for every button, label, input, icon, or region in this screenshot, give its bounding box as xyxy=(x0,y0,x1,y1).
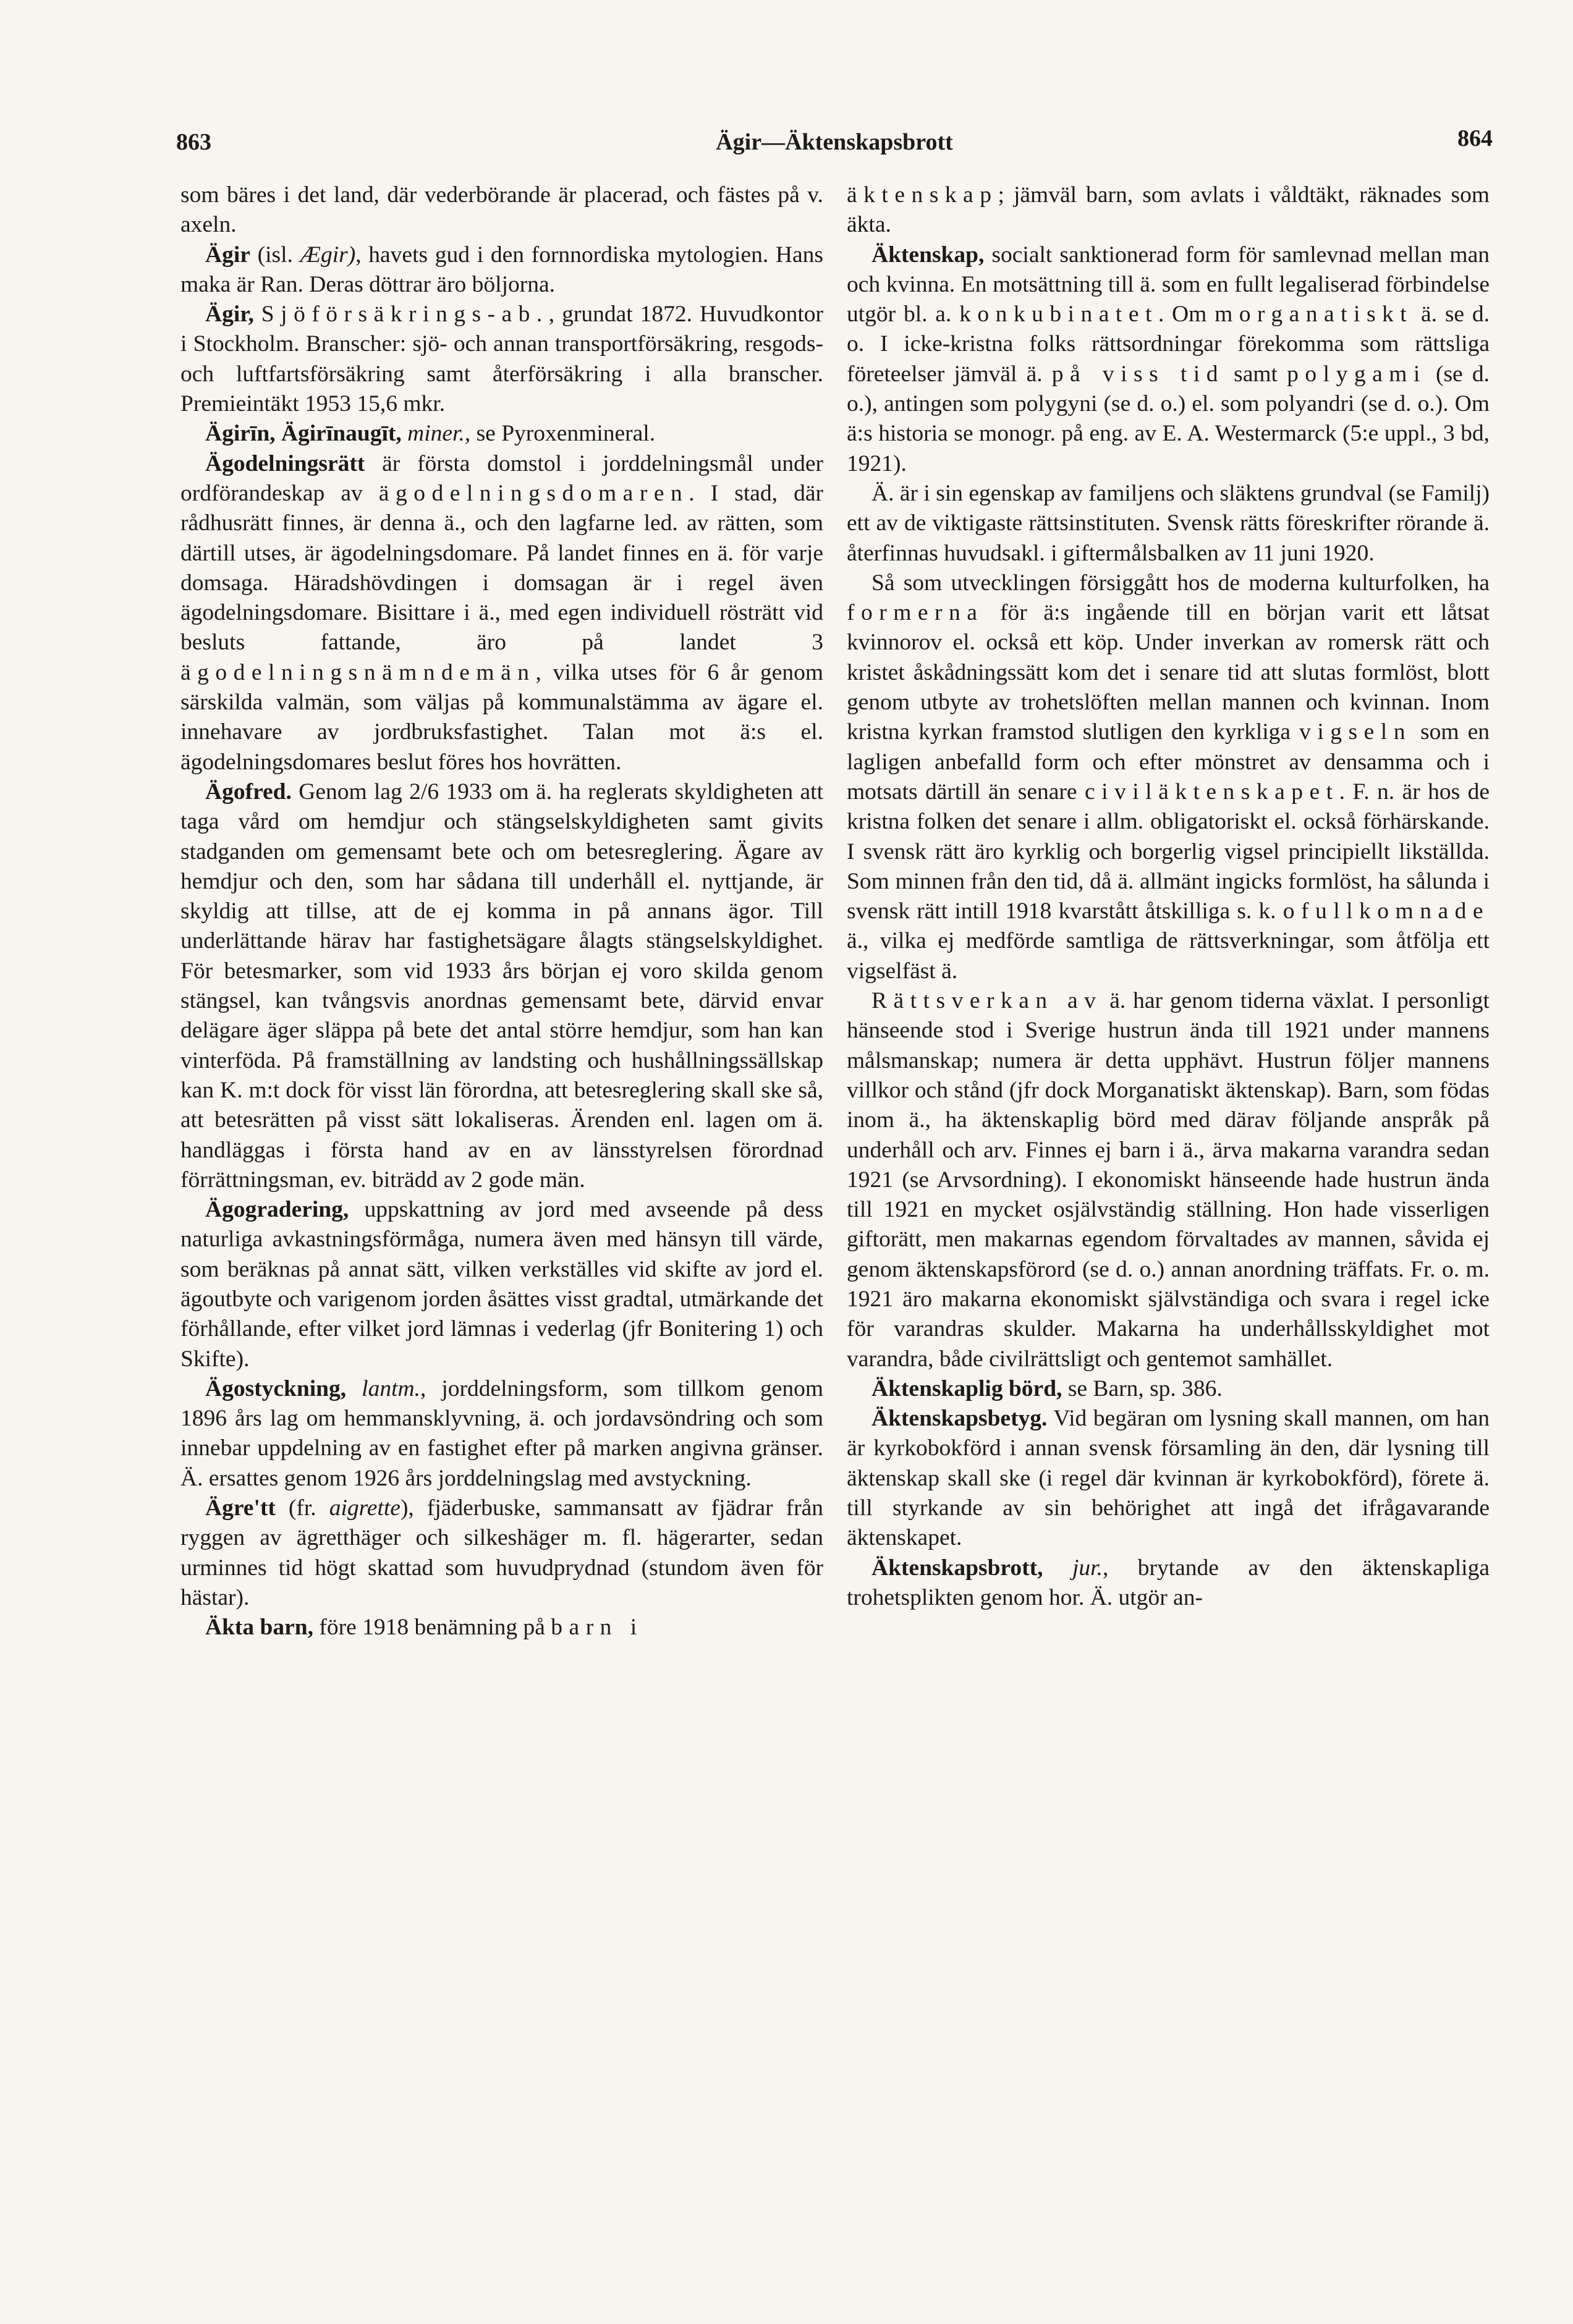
headword: Ägre'tt xyxy=(205,1495,276,1521)
article-paragraph xyxy=(847,986,1490,1374)
body-text: . I stad, där rådhusrätt finnes, är denna ä., och den lagfarne led. av rätten, som därtill utses, är ägodelningsdomare. På landet finnes en ä. för varje domsaga. Häradshövdingen i domsagan är i regel även ägodelningsdomare. Bisittare i ä., med egen individuell rösträtt vid besluts fattande, äro på landet 3 xyxy=(180,480,823,656)
body-text: som bäres i det land, där vederbörande är placerad, och fästes på v. axeln. xyxy=(180,182,823,238)
page-number-left: 863 xyxy=(176,129,211,155)
spaced-text: Rättsverkan av xyxy=(871,988,1103,1014)
right-column xyxy=(847,180,1490,1613)
headword: Ägofred. xyxy=(205,779,292,805)
article-paragraph xyxy=(847,568,1490,986)
spaced-text: konkubinatet xyxy=(959,302,1158,327)
article-paragraph xyxy=(180,1613,823,1642)
headword: Ägostyckning, xyxy=(205,1375,347,1401)
headword: Ägirīn, Ägirīnaugīt, xyxy=(205,421,402,447)
body-text: samt xyxy=(1224,361,1287,387)
headword: Äktenskap, xyxy=(871,242,985,268)
spaced-text: civiläktenskapet xyxy=(1084,779,1339,805)
body-text: Genom lag 2/6 1933 om ä. ha reglerats skyldigheten att taga vård om hemdjur och stängselskyldigheten samt givits stadganden om gemensamt bete och om betesreglering. Ägare av hemdjur och den, som har sådana till underhåll el. nyttjande, är skyldig att tillse, att de ej komma in på annans ägor. Till underlättande härav har fastighetsägare ålagts stängselskyldighet. För betesmarker, som vid 1933 års början ej voro skilda genom stängsel, kan tvångsvis anordnas gemensamt bete, därvid envar delägare äger släppa på bete det antal större hemdjur, som han kan vinterföda. På framställning av landsting och hushållningssällskap kan K. m:t dock för visst län förordna, att betesreglering skall ske så, att betesrätten på visst sätt lokaliseras. Ärenden enl. lagen om ä. handläggas i första hand av en av länsstyrelsen förordnad förrättningsman, ev. biträdd av 2 gode män. xyxy=(180,779,823,1193)
body-text: , jorddelningsform, som tillkom genom 1896 års lag om hemmansklyvning, ä. och jordavsöndring och som innebar uppdelning av en fastighet efter på marken angivna gränser. Ä. ersattes genom 1926 års jorddelningslag med avstyckning. xyxy=(180,1375,824,1491)
running-header xyxy=(176,125,1493,166)
article-paragraph xyxy=(180,1195,823,1374)
body-text: är första domstol i jorddelningsmål under ordförandeskap av xyxy=(180,450,823,506)
running-title: Ägir—Äktenskapsbrott xyxy=(716,129,953,155)
italic-text: Ægir) xyxy=(300,242,356,268)
page-number-right: 864 xyxy=(1457,125,1493,151)
body-text: ; jämväl barn, som avlats i våldtäkt, räknades som äkta. xyxy=(847,182,1490,238)
body-text: . F. n. är hos de kristna folken det senare i allm. obligatoriskt el. också förhärskande. I svensk rätt äro kyrklig och borgerlig vigsel principiellt likställda. Som minnen från den tid, då ä. allmänt ingicks formlöst, ha sålunda i svensk rätt intill 1918 kvarstått åtskilliga s. k. xyxy=(847,779,1490,924)
body-text: ), fjäderbuske, sammansatt av fjädrar från ryggen av ägretthäger och silkeshäger m. fl. hägerarter, sedan urminnes tid högt skattad som huvudprydnad (stundom även för hästar). xyxy=(180,1495,823,1610)
body-text xyxy=(1043,1555,1072,1581)
body-text: , se Pyroxenmineral. xyxy=(464,421,656,447)
headword: Ägogradering, xyxy=(205,1197,349,1223)
body-text: före 1918 benämning på xyxy=(313,1615,551,1641)
body-text: socialt sanktionerad form för samlevnad mellan man och kvinna. En motsättning till ä. som en fullt legaliserad förbindelse utgör bl. a. xyxy=(847,242,1490,327)
italic-text: lantm. xyxy=(362,1375,420,1401)
spaced-text: formerna xyxy=(847,600,984,626)
headword: Ägir, xyxy=(205,302,254,327)
article-paragraph xyxy=(180,300,823,419)
article-paragraph xyxy=(180,1374,823,1494)
body-text: (fr. xyxy=(275,1495,329,1521)
spaced-text: morganatiskt xyxy=(1215,302,1414,327)
body-text: uppskattning av jord med avseende på dess naturliga avkastningsförmåga, numera även med hänsyn till värde, som beräknas på annat sätt, vilken verkställes vid skifte av jord el. ägoutbyte och varigenom jorden åsättes visst gradtal, utmärkande det förhållande, efter vilket jord lämnas i vederlag (jfr Bonitering 1) och Skifte). xyxy=(180,1197,823,1372)
body-text xyxy=(402,421,407,446)
spaced-text: vigseln xyxy=(1299,719,1412,745)
body-text xyxy=(254,302,261,327)
body-text: . Om xyxy=(1158,302,1215,327)
article-paragraph xyxy=(180,777,823,1195)
italic-text: aigrette xyxy=(329,1495,401,1521)
body-text: som en lagligen anbefalld form och efter mönstret av densamma och i motsats därtill än senare xyxy=(847,719,1490,805)
headword: Ägir xyxy=(205,242,250,268)
headword: Äktenskapsbetyg. xyxy=(871,1406,1048,1432)
body-text: , havets gud i den fornnordiska mytologien. Hans maka är Ran. Deras döttrar äro böljorna. xyxy=(180,242,823,297)
spaced-text: ofullkomnade xyxy=(1283,898,1490,924)
article-paragraph xyxy=(847,1553,1490,1613)
article-paragraph xyxy=(180,240,823,300)
article-paragraph xyxy=(847,1404,1490,1553)
body-text: , grundat 1872. Huvudkontor i Stockholm. Branscher: sjö- och annan transportförsäkring, resgods- och luftfartsförsäkring samt återförsäkring i alla branscher. Premieintäkt 1953 15,6 mkr. xyxy=(180,302,823,417)
body-text: , vilka utses för 6 år genom särskilda valmän, som väljas på kommunalstämma av ägare el. innehavare av jordbruksfastighet. Talan mot ä:s el. ägodelningsdomares beslut föres hos hovrätten. xyxy=(180,659,823,775)
body-text: , brytande av den äktenskapliga trohetsplikten genom hor. Ä. utgör an- xyxy=(847,1555,1490,1610)
left-column xyxy=(180,180,823,1643)
article-paragraph xyxy=(847,240,1490,479)
spaced-text: äktenskap xyxy=(847,182,998,208)
body-text: Så som utvecklingen försiggått hos de moderna kulturfolken, ha xyxy=(871,570,1490,596)
article-paragraph xyxy=(180,449,823,777)
body-text: för ä:s ingående till en början varit ett låtsat kvinnorov el. också ett köp. Under inverkan av romersk rätt och kristet åskådningssätt kom det i senare tid att slutas formlöst, blott genom utbyte av trohetslöften mellan mannen och kvinnan. Inom kristna kyrkan framstod slutligen den kyrkliga xyxy=(847,600,1490,745)
body-text: Ä. är i sin egenskap av familjens och släktens grundval (se Familj) ett av de viktigaste rättsinstituten. Svensk rätts föreskrifter rörande ä. återfinnas huvudsakl. i giftermålsbalken av 11 juni 1920. xyxy=(847,480,1490,566)
spaced-text: ägodelningsnämndemän xyxy=(180,659,536,685)
headword: Äkta barn, xyxy=(205,1615,314,1641)
article-paragraph xyxy=(847,1374,1490,1404)
body-text: se Barn, sp. 386. xyxy=(1062,1375,1223,1401)
article-paragraph xyxy=(180,1494,823,1613)
italic-text: miner. xyxy=(407,421,465,447)
body-text: Vid begäran om lysning skall mannen, om han är kyrkobokförd i annan svensk församling än den, där lysning till äktenskap skall ske (i regel där kvinnan är kyrkobokförd), förete ä. till styrkande av sin behörighet att ingå det ifrågavarande äktenskapet. xyxy=(847,1406,1490,1551)
body-text xyxy=(346,1376,362,1401)
spaced-text: Sjöförsäkrings-ab. xyxy=(261,302,549,327)
body-text: ä., vilka ej medförde samtliga de rättsverkningar, som åtfölja ett vigselfäst ä. xyxy=(847,928,1490,984)
headword: Ägodelningsrätt xyxy=(205,450,365,476)
article-paragraph xyxy=(847,479,1490,568)
spaced-text: på viss tid xyxy=(1051,361,1224,387)
article-paragraph xyxy=(180,419,823,449)
body-text: (isl. xyxy=(250,242,300,268)
body-text: ä. har genom tiderna växlat. I personligt hänseende stod i Sverige hustrun ända till 1921 under mannens målsmanskap; numera är detta upphävt. Hustrun följer mannens villkor och stånd (jfr dock Morganatiskt äktenskap). Barn, som födas inom ä., ha äktenskaplig börd med därav följande anspråk på underhåll och arv. Finnes ej barn i ä., ärva makarna varandra sedan 1921 (se Arvsordning). I ekonomiskt hänseende hade hustrun ända till 1921 en mycket osjälvständig ställning. Hon hade visserligen giftorätt, men makarnas egendom förvaltades av mannen, såvida ej genom äktenskapsförord (se d. o.) annan anordning träffats. Fr. o. m. 1921 äro makarna ekonomiskt självständiga och svara i regel icke för varandras skulder. Makarna ha underhållsskyldighet mot varandra, både civilrättsligt och gentemot samhället. xyxy=(847,988,1490,1372)
italic-text: jur. xyxy=(1072,1555,1103,1581)
body-text: ä. se d. o. I icke-kristna folks rättsordningar förekomma som rättsliga företeelser jämväl ä. xyxy=(847,302,1490,387)
spaced-text: ägodelningsdomaren xyxy=(378,480,689,506)
continued-paragraph xyxy=(847,180,1490,240)
spaced-text: polygami xyxy=(1287,361,1427,387)
headword: Äktenskapsbrott, xyxy=(871,1555,1043,1581)
body-text: (se d. o.), antingen som polygyni (se d. o.) el. som polyandri (se d. o.). Om ä:s historia se monogr. på eng. av E. A. Westermarck (5:e uppl., 3 bd, 1921). xyxy=(847,361,1490,476)
continued-paragraph xyxy=(180,180,823,240)
spaced-text: barn i xyxy=(551,1615,643,1641)
headword: Äktenskaplig börd, xyxy=(871,1375,1062,1401)
